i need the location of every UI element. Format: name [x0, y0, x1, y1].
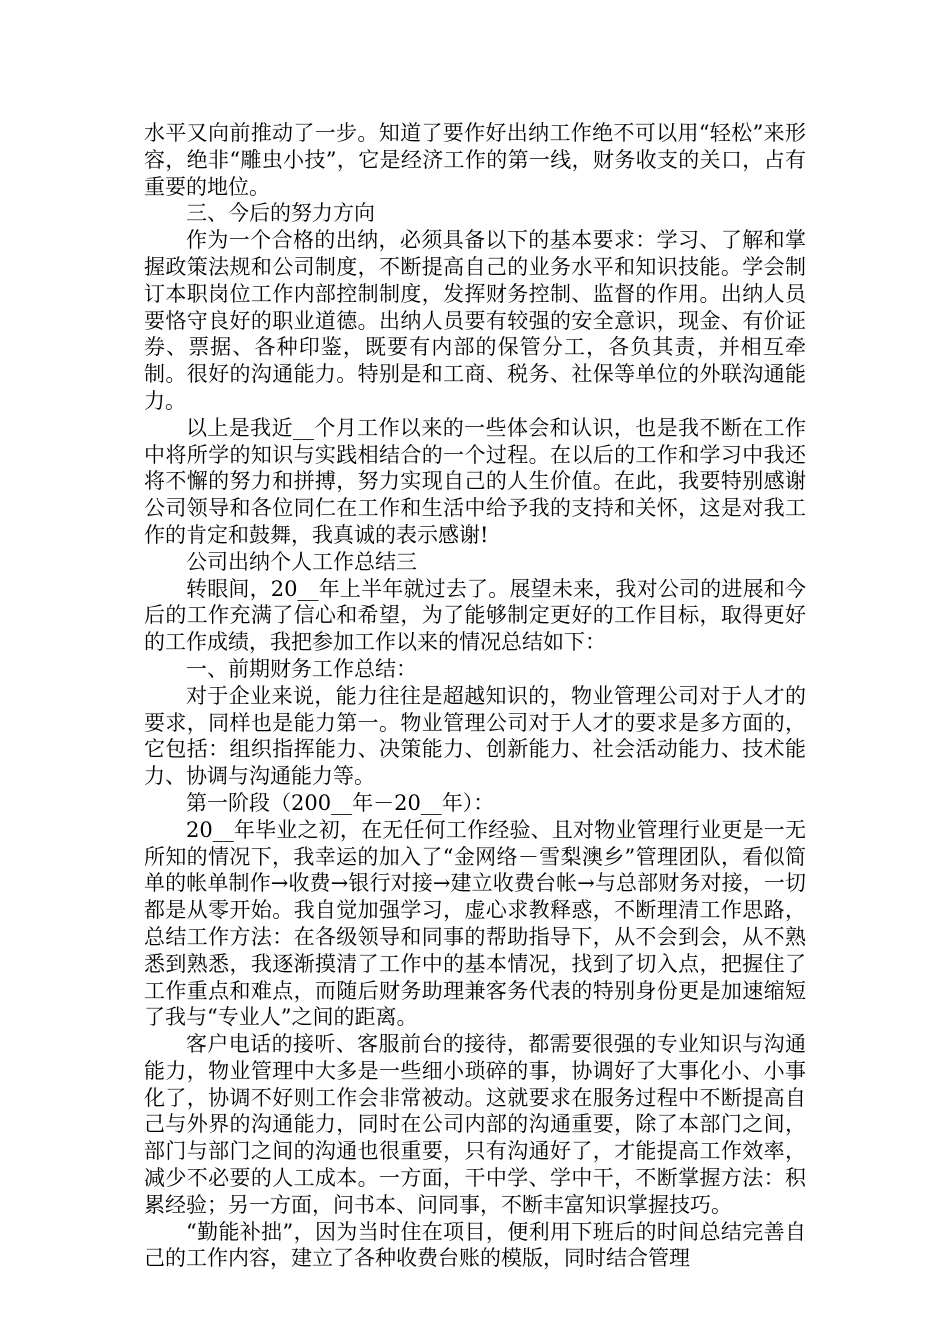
paragraph-diligence: “勤能补拙”，因为当时住在项目，便利用下班后的时间总结完善自己的工作内容，建立了各种收费台账的模版，同时结合管理	[144, 1219, 806, 1271]
paragraph-thanks: 以上是我近__个月工作以来的一些体会和认识，也是我不断在工作中将所学的知识与实践相结合的一个过程。在以后的工作和学习中我还将不懈的努力和拼搏，努力实现自己的人生价值。在此，我要特别感谢公司领导和各位同仁在工作和生活中给予我的支持和关怀，这是对我工作的肯定和鼓舞，我真诚的表示感谢!	[144, 415, 806, 547]
paragraph-1: 水平又向前推动了一步。知道了要作好出纳工作绝不可以用“轻松”来形容，绝非“雕虫小技”，它是经济工作的第一线，财务收支的关口，占有重要的地位。	[144, 121, 806, 199]
heading-summary-three: 公司出纳个人工作总结三	[186, 549, 417, 574]
paragraph-requirements: 作为一个合格的出纳，必须具备以下的基本要求：学习、了解和掌握政策法规和公司制度，不断提高自己的业务水平和知识技能。学会制订本职岗位工作内部控制制度，发挥财务控制、监督的作用。出纳人员要恪守良好的职业道德。出纳人员要有较强的安全意识，现金、有价证券、票据、各种印鉴，既要有内部的保管分工，各负其责，并相互牵制。很好的沟通能力。特别是和工商、税务、社保等单位的外联沟通能力。	[144, 228, 806, 413]
paragraph-intro: 转眼间，20__年上半年就过去了。展望未来，我对公司的进展和今后的工作充满了信心和希望，为了能够制定更好的工作目标，取得更好的工作成绩，我把参加工作以来的情况总结如下：	[144, 576, 806, 655]
paragraph-graduation: 20__年毕业之初，在无任何工作经验、且对物业管理行业更是一无所知的情况下，我幸运的加入了“金网络－雪梨澳乡”管理团队，看似简单的帐单制作→收费→银行对接→建立收费台帐→与总部财务对接，一切都是从零开始。我自觉加强学习，虚心求教释惑，不断理清工作思路，总结工作方法：在各级领导和同事的帮助指导下，从不会到会，从不熟悉到熟悉，我逐渐摸清了工作中的基本情况，找到了切入点，把握住了工作重点和难点，而随后财务助理兼客务代表的特别身份更是加速缩短了我与“专业人”之间的距离。	[144, 817, 806, 1030]
document-page	[144, 120, 806, 1272]
paragraph-communication: 客户电话的接听、客服前台的接待，都需要很强的专业知识与沟通能力，物业管理中大多是一些细小琐碎的事，协调好了大事化小、小事化了，协调不好则工作会非常被动。这就要求在服务过程中不断提高自己与外界的沟通能力，同时在公司内部的沟通重要，除了本部门之间，部门与部门之间的沟通也很重要，只有沟通好了，才能提高工作效率，减少不必要的人工成本。一方面，干中学、学中干，不断掌握方法：积累经验；另一方面，问书本、问同事，不断丰富知识掌握技巧。	[144, 1032, 806, 1217]
heading-future-direction: 三、今后的努力方向	[186, 201, 375, 226]
heading-first-stage: 第一阶段（200__年－20__年）：	[186, 790, 495, 815]
paragraph-ability: 对于企业来说，能力往往是超越知识的，物业管理公司对于人才的要求，同样也是能力第一。物业管理公司对于人才的要求是多方面的，它包括：组织指挥能力、决策能力、创新能力、社会活动能力、技术能力、协调与沟通能力等。	[144, 683, 806, 789]
heading-early-finance: 一、前期财务工作总结：	[186, 656, 417, 681]
